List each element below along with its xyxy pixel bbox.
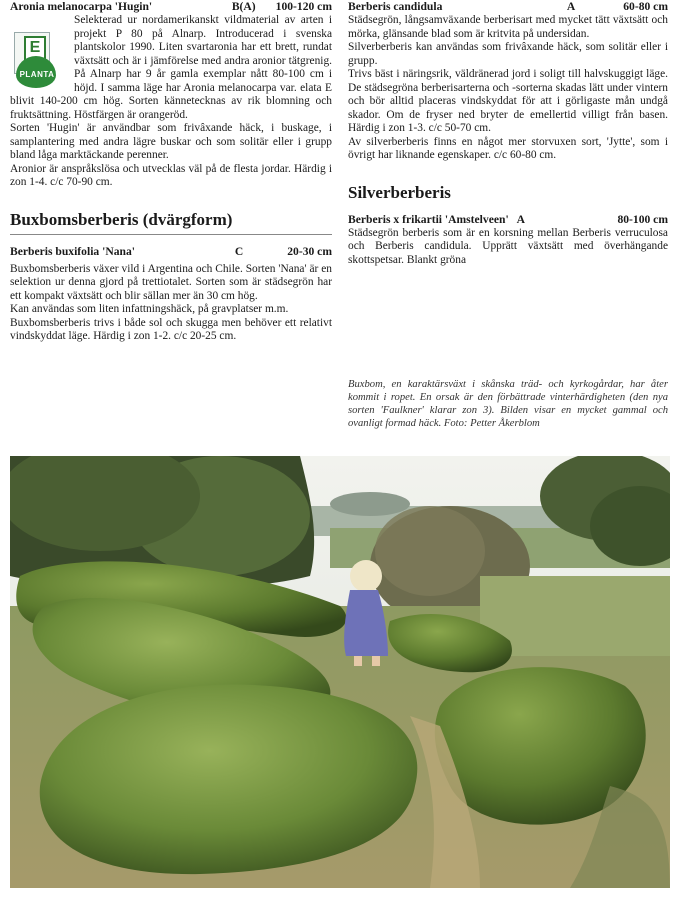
aronia-height: 100-120 cm: [275, 0, 332, 13]
aronia-name: Aronia melanocarpa 'Hugin': [10, 0, 153, 13]
frikartii-name: Berberis x frikartii 'Amstelveen': [348, 212, 509, 226]
frikartii-zone: A: [516, 212, 526, 226]
buxifolia-height: 20-30 cm: [287, 244, 332, 258]
buxifolia-heading: [10, 245, 332, 259]
candidula-height: 60-80 cm: [623, 0, 668, 13]
photo-caption: Buxbom, en karaktärsväxt i skånska träd- och kyrkogårdar, har åter kommit i ropet. En orsak är den förbättrade vinterhärdigheten (den nya sorten 'Faulkner' klarar zon 3). Bilden visar en mycket gammal och ovanligt formad häck. Foto: Petter Åkerblom: [348, 379, 668, 429]
aronia-text-1: Selekterad ur nordamerikanskt vildmaterial av arten i projekt P 80 på Alnarp. Introducerad i svenska plantskolor 1990. Liten svartaronia har ett brett, rundat växtsätt och är i jämförelse med andra aronior tätgrenig. På Alnarp har 9 år gamla exemplar nått 80-100 cm i höjd. I samma läge har Aronia melanocarpa var. elata E blivit 140-200 cm hög. Sorten kännetecknas av rik blomning och fruktsättning. Höstfärgen är orangeröd.: [10, 14, 332, 121]
candidula-name: Berberis candidula: [348, 0, 443, 13]
buxifolia-zone: C: [234, 244, 244, 258]
aronia-zone: B(A): [231, 0, 256, 13]
frikartii-text-1: Städsegrön berberis som är en korsning mellan Berberis verruculosa och Berberis candidula. Upprätt växtsätt med överhängande skottspetsar. Blankt gröna: [348, 226, 668, 266]
aronia-heading: [10, 0, 332, 14]
e-planta-letter: E: [24, 36, 46, 62]
frikartii-height: 80-100 cm: [617, 212, 668, 226]
candidula-text-4: Av silverberberis finns en något mer storvuxen sort, 'Jytte', som i övrigt har liknande egenskaper. c/c 60-80 cm.: [348, 135, 668, 161]
candidula-text-2: Silverberberis kan användas som frivâxande häck, som solitär eller i grupp.: [348, 41, 668, 67]
garden-photo: [10, 456, 670, 888]
e-planta-logo: [10, 30, 66, 92]
buxifolia-name: Berberis buxifolia 'Nana': [10, 244, 135, 258]
aronia-text-2: Sorten 'Hugin' är användbar som frivâxande häck, i buskage, i samplantering med andra lägre buskar och som solitär eller i grupp bland låga marktäckande perenner.: [10, 122, 332, 161]
buxbom-section-title: Buxbomsberberis (dvärgform): [10, 210, 332, 235]
hedge-garden-image: [10, 456, 670, 888]
buxifolia-text-2: Kan användas som liten infattningshäck, på gravplatser m.m.: [10, 303, 289, 315]
silverberberis-section-title: Silverberberis: [348, 182, 451, 202]
buxifolia-text-1: Buxbomsberberis växer vild i Argentina och Chile. Sorten 'Nana' är en selektion ur denna gjord på trettiotalet. Sorten som är städsegrön har ett kompakt växtsätt och blir sällan mer än 30 cm hög.: [10, 262, 332, 302]
buxifolia-text-3: Buxbomsberberis trivs i både sol och skugga men behöver ett relativt vindskyddat läge. Härdig i zon 1-2. c/c 20-25 cm.: [10, 316, 332, 342]
candidula-text-1: Städsegrön, långsamväxande berberisart med mycket tätt växtsätt och mörka, glänsande blad som är kritvita på undersidan.: [348, 14, 668, 40]
candidula-zone: A: [566, 0, 576, 13]
candidula-heading: [348, 0, 668, 14]
frikartii-heading: [348, 213, 668, 227]
left-column: [10, 0, 332, 344]
e-planta-label: PLANTA: [19, 70, 55, 79]
candidula-text-3: Trivs bäst i näringsrik, väldränerad jord i soligt till halvskuggigt läge. De städsegröna berberisarterna och -sorterna skadas lätt under vintern och bör alltid placeras vindskyddat för att i görligaste mån undgå skador. Om de fryser ned bryter de emellertid villigt från basen. Härdig i zon 1-3. c/c 50-70 cm.: [348, 68, 668, 134]
right-column: [348, 0, 668, 267]
aronia-text-3: Aronior är anspråkslösa och utvecklas väl på de flesta jordar. Härdig i zon 1-4. c/c 70-90 cm.: [10, 162, 332, 188]
